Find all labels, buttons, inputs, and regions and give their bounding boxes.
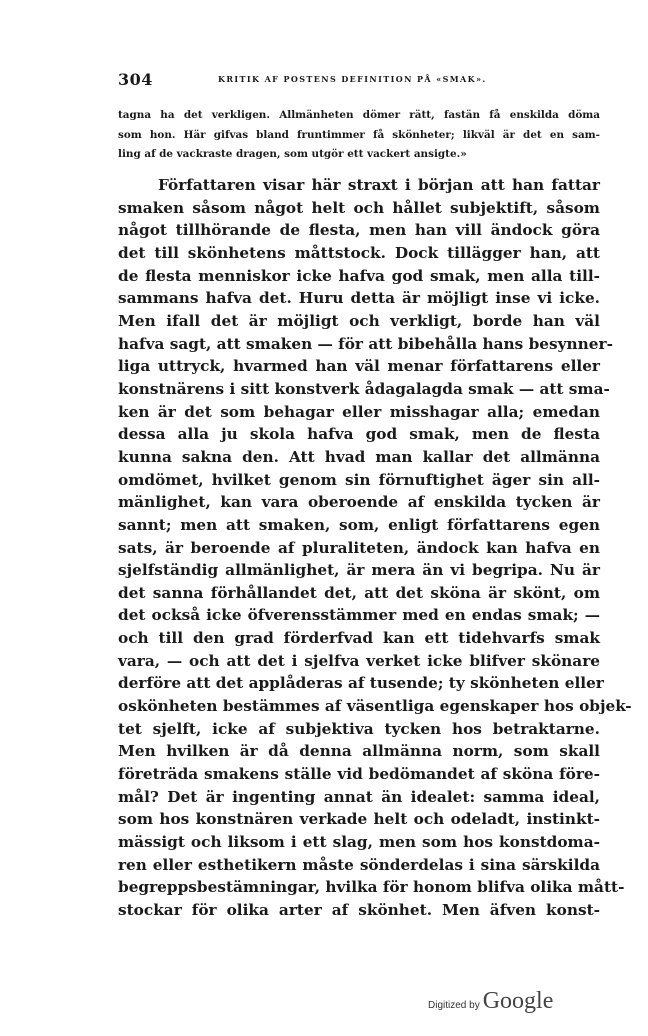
body-line: sjelfständig allmänlighet, är mera än vi begripa. Nu är xyxy=(118,561,600,580)
body-line: och till den grad förderfvad kan ett tidehvarfs smak xyxy=(118,629,600,648)
body-line: ren eller esthetikern måste sönderdelas i sina särskilda xyxy=(118,855,600,874)
body-line: sannt; men att smaken, som, enligt författarens egen xyxy=(118,515,600,534)
page-number: 304 xyxy=(118,70,153,89)
body-line: kunna sakna den. Att hvad man kallar det allmänna xyxy=(118,447,600,466)
google-logo: Google xyxy=(482,988,554,1014)
quote-line: som hon. Här gifvas bland fruntimmer få skönheter; likväl är det en sam- xyxy=(118,128,600,141)
body-line: smaken såsom något helt och hållet subjektift, såsom xyxy=(118,198,600,217)
quote-line: tagna ha det verkligen. Allmänheten dömer rätt, fastän få enskilda döma xyxy=(118,109,600,121)
body-line: Men hvilken är då denna allmänna norm, som skall xyxy=(118,742,600,761)
body-line: som hos konstnären verkade helt och odeladt, instinkt- xyxy=(118,810,600,829)
body-line: stockar för olika arter af skönhet. Men äfven konst- xyxy=(118,901,600,919)
body-line: sammans hafva det. Huru detta är möjligt inse vi icke. xyxy=(118,289,600,308)
body-line: Men ifall det är möjligt och verkligt, borde han väl xyxy=(118,311,600,330)
body-line: hafva sagt, att smaken — för att bibehålla hans besynner- xyxy=(118,334,613,353)
body-line: mål? Det är ingenting annat än idealet: samma ideal, xyxy=(118,787,600,806)
body-line: konstnärens i sitt konstverk ådagalagda smak — att sma- xyxy=(118,379,610,398)
body-line: derföre att det applåderas af tusende; ty skönheten eller xyxy=(118,674,604,693)
body-line: något tillhörande de flesta, men han vill ändock göra xyxy=(118,221,600,240)
running-head: KRITIK AF POSTENS DEFINITION PÅ «SMAK». xyxy=(218,74,487,84)
body-line: begreppsbestämningar, hvilka för honom blifva olika mått- xyxy=(118,878,625,897)
body-line: vara, — och att det i sjelfva verket icke blifver skönare xyxy=(118,651,600,670)
quote-line: ling af de vackraste dragen, som utgör ett vackert ansigte.» xyxy=(118,148,467,160)
body-line: det sanna förhållandet det, att det sköna är skönt, om xyxy=(118,583,600,602)
body-paragraph xyxy=(118,174,632,922)
page-header xyxy=(118,70,600,90)
body-line: tet sjelft, icke af subjektiva tycken hos betraktarne. xyxy=(118,719,600,738)
quote-block xyxy=(118,106,600,165)
body-line: mänlighet, kan vara oberoende af enskilda tycken är xyxy=(118,493,600,512)
body-line: dessa alla ju skola hafva god smak, men de flesta xyxy=(118,425,600,444)
body-line: det till skönhetens måttstock. Dock tillägger han, att xyxy=(118,243,600,262)
body-line: det också icke öfverensstämmer med en endas smak; — xyxy=(118,606,600,625)
body-line: de flesta menniskor icke hafva god smak, men alla till- xyxy=(118,266,600,285)
digitized-by-label: Digitized by xyxy=(428,1000,480,1011)
body-line: oskönheten bestämmes af väsentliga egenskaper hos objek- xyxy=(118,697,632,716)
body-line: företräda smakens ställe vid bedömandet af sköna före- xyxy=(118,765,600,784)
body-line: Författaren visar här straxt i början att han fattar xyxy=(158,176,600,194)
body-line: ken är det som behagar eller misshagar alla; emedan xyxy=(118,402,600,421)
body-line: mässigt och liksom i ett slag, men som hos konstdoma- xyxy=(118,833,600,852)
digitized-by-google-watermark xyxy=(428,988,553,1015)
body-line: liga uttryck, hvarmed han väl menar författarens eller xyxy=(118,357,600,376)
body-line: omdömet, hvilket genom sin förnuftighet äger sin all- xyxy=(118,470,600,489)
body-line: sats, är beroende af pluraliteten, ändock kan hafva en xyxy=(118,538,600,557)
